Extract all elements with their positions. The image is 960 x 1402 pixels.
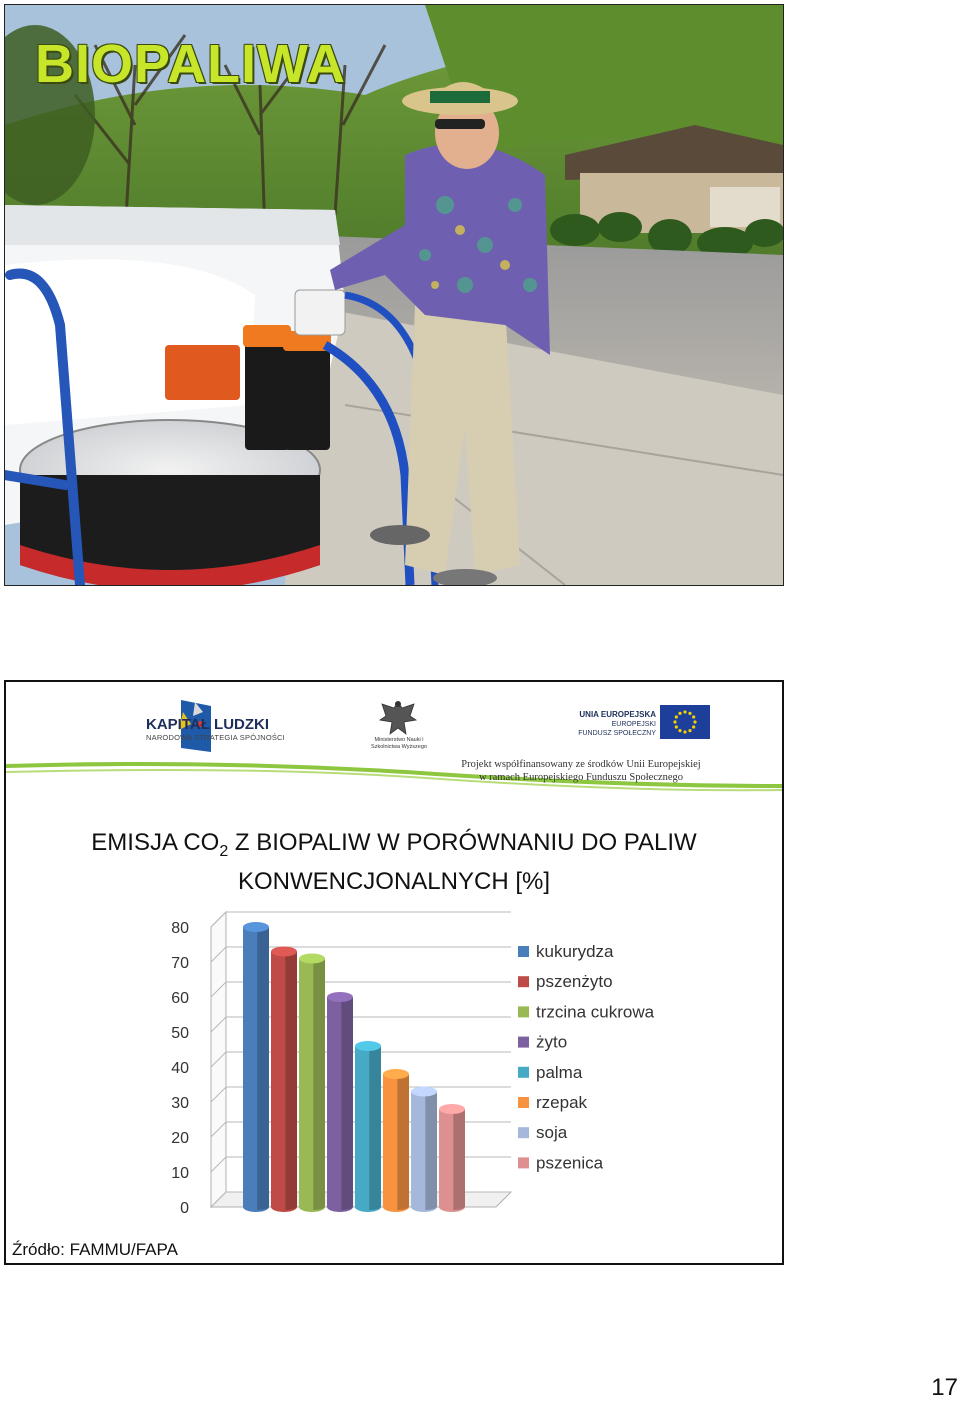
chart-title-subscript: 2 <box>219 843 229 860</box>
y-tick-label: 80 <box>171 920 189 937</box>
y-tick-label: 0 <box>180 1200 189 1217</box>
legend-label: żyto <box>536 1032 568 1052</box>
bar-shade <box>313 959 325 1211</box>
y-tick-label: 60 <box>171 990 189 1007</box>
legend-label: pszenżyto <box>536 972 613 992</box>
slide-co2-emission-chart <box>4 680 784 1265</box>
legend-swatch <box>518 1037 529 1048</box>
projekt-line-2: w ramach Europejskiego Funduszu Społecznego <box>478 772 684 783</box>
legend-swatch <box>518 1006 529 1017</box>
bar-shade <box>285 952 297 1211</box>
bar-6 <box>411 1087 437 1213</box>
bar-top <box>271 947 297 957</box>
bar-top <box>411 1087 437 1097</box>
legend-label: kukurydza <box>536 942 614 961</box>
ministry-name: Ministerstwo Nauki i Szkolnictwa Wyższego <box>371 737 427 750</box>
chart-title-part1: EMISJA CO <box>91 829 220 856</box>
projekt-line-1: Projekt współfinansowany ze środków Unii Europejskiej <box>461 759 701 770</box>
legend-label: trzcina cukrowa <box>536 1002 655 1022</box>
kapital-ludzki-subtitle: NARODOWA STRATEGIA SPÓJNOŚCI <box>146 733 285 742</box>
legend-swatch <box>518 946 529 957</box>
y-tick-label: 70 <box>171 955 189 972</box>
legend-swatch <box>518 1127 529 1138</box>
bar-2 <box>299 954 325 1213</box>
bar-3 <box>327 992 353 1212</box>
legend-label: soja <box>536 1123 568 1143</box>
slide-title: BIOPALIWA <box>35 34 346 94</box>
bar-5 <box>383 1069 409 1212</box>
legend-swatch <box>518 976 529 987</box>
bar-7 <box>439 1104 465 1212</box>
bar-top <box>439 1104 465 1114</box>
bar-chart <box>6 682 782 1263</box>
bar-top <box>299 954 325 964</box>
bar-0 <box>243 922 269 1212</box>
legend-swatch <box>518 1067 529 1078</box>
y-tick-label: 50 <box>171 1025 189 1042</box>
bar-shade <box>453 1109 465 1210</box>
bar-4 <box>355 1041 381 1212</box>
bar-top <box>327 992 353 1002</box>
kapital-ludzki-name: KAPITAŁ LUDZKI <box>146 716 270 733</box>
eu-line-2: EUROPEJSKI <box>611 721 656 728</box>
eu-line-3: FUNDUSZ SPOŁECZNY <box>578 730 656 737</box>
bar-top <box>383 1069 409 1079</box>
bar-1 <box>271 947 297 1213</box>
bar-shade <box>425 1092 437 1211</box>
chart-title-line2: KONWENCJONALNYCH [%] <box>237 868 551 895</box>
legend-label: palma <box>536 1062 583 1082</box>
y-tick-label: 40 <box>171 1060 189 1077</box>
slide-biopaliwa <box>4 4 784 586</box>
bar-shade <box>257 927 269 1210</box>
chart-title-part2: Z BIOPALIW W PORÓWNANIU DO PALIW <box>228 829 697 856</box>
y-tick-label: 30 <box>171 1095 189 1112</box>
legend-swatch <box>518 1097 529 1108</box>
bar-shade <box>341 997 353 1210</box>
legend-swatch <box>518 1157 529 1168</box>
source-note: Źródło: FAMMU/FAPA <box>12 1240 178 1259</box>
y-tick-label: 20 <box>171 1130 189 1147</box>
page-number: 17 <box>931 1374 958 1401</box>
bar-shade <box>397 1074 409 1210</box>
legend-label: rzepak <box>536 1093 588 1112</box>
bar-shade <box>369 1046 381 1210</box>
eu-line-1: UNIA EUROPEJSKA <box>579 710 656 719</box>
y-tick-label: 10 <box>171 1165 189 1182</box>
bar-top <box>243 922 269 932</box>
bar-top <box>355 1041 381 1051</box>
legend-label: pszenica <box>536 1153 604 1173</box>
